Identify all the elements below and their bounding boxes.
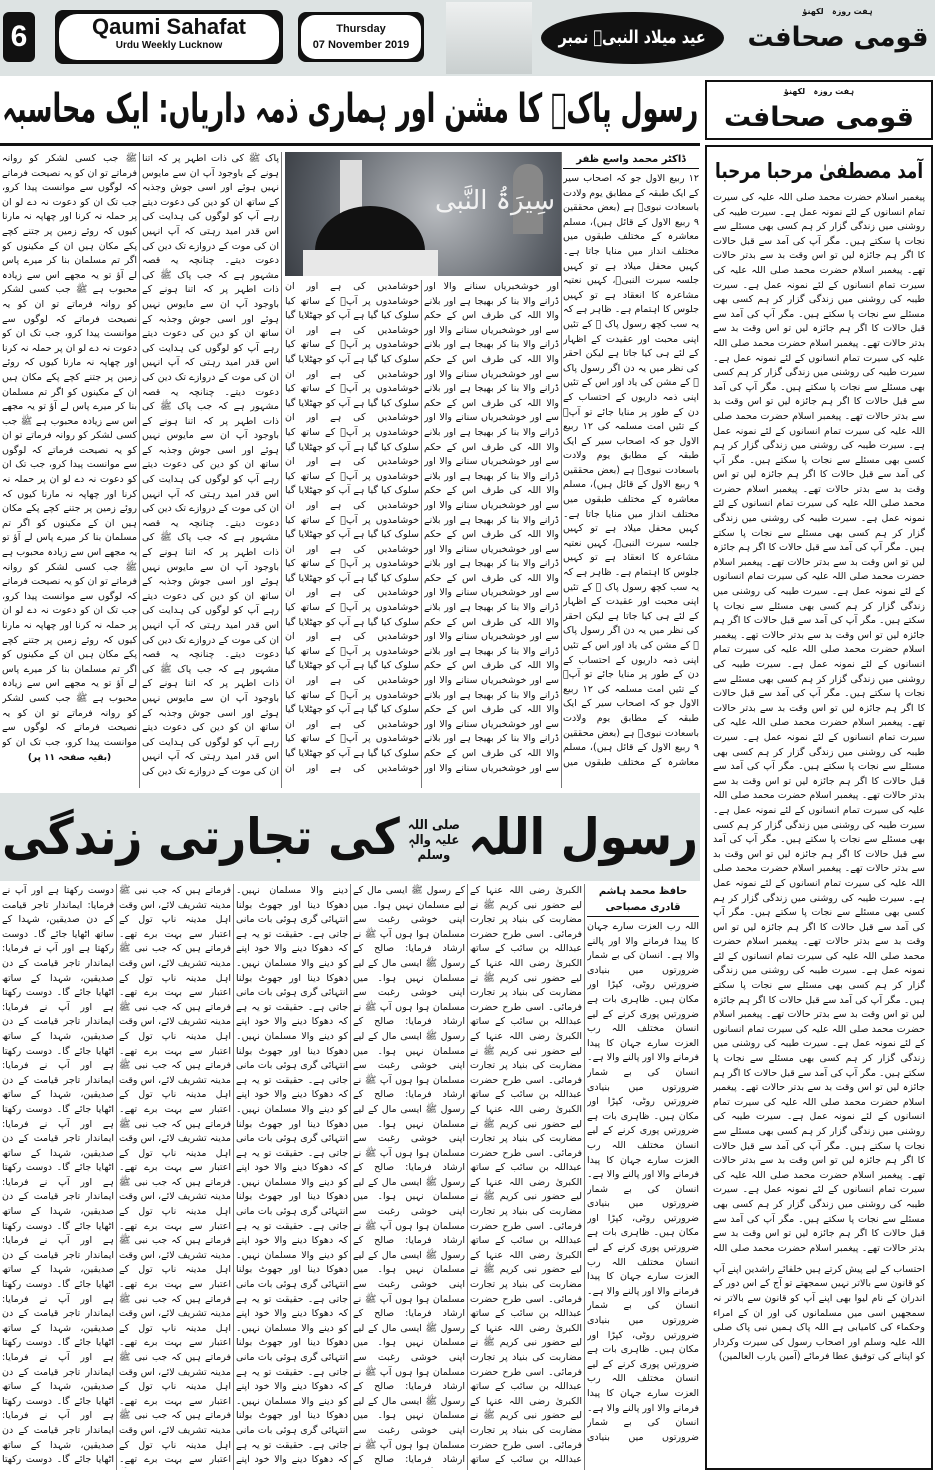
lead-byline: ڈاکٹر محمد واسع ظفر bbox=[563, 152, 699, 169]
english-subtitle: Urdu Weekly Lucknow bbox=[115, 40, 223, 51]
english-masthead bbox=[55, 10, 283, 64]
masthead-city: لکھنؤ bbox=[783, 87, 806, 96]
sidebar-ending: احتساب کے لیے پیش کرتے ہیں خلفائے راشدین اپنے آپ کو قانون سے بالاتر نہیں سمجھتے تو آج کے اس دور کے اندران کے نام لیوا بھی اپنے آپ کو قانون سے بالاتر نہ سمجھیں اسی میں مسلمانوں کی اور ان کے امراء وحکماء کی کامیابی ہے اللہ پاک ہمیں نبی پاک صلی اللہ علیہ وسلم اور اصحاب رسول کی سیرت وکردار کو اپنانے کی توفیق عطا فرمائے (آمین یارب العالمین) bbox=[713, 1263, 925, 1363]
lead-headline-box bbox=[0, 76, 700, 146]
sidebar-article bbox=[705, 145, 933, 1470]
urdu-masthead bbox=[745, 6, 930, 72]
lead-text: ۱۲ ربیع الاول جو کہ اصحاب سیر کے ایک طبقہ کے مطابق یوم ولادت باسعادت نبویؐ ہے (بعض محققین ۹ ربیع الاول کے قائل ہیں)، مسلم معاشرہ کے مختلف طبقوں میں مختلف انداز میں منایا جاتا ہے۔ کہیں محفل میلاد ہے تو کہیں جلسہ سیرت النبیؐ، کہیں نعتیہ مشاعرہ کا انعقاد ہے تو کہیں جلوس کا اہتمام ہے۔ ظاہر ہے کہ یہ سب کچھ رسول پاک ﷺ کے تئیں اپنی محبت اور عقیدت کے اظہار کے لئے ہی کیا جاتا ہے لیکن احقر کی نظر میں یہ دن اگر رسول پاک ﷺ کے مشن کی یاد اور اس کے تئیں اپنی ذمہ داریوں کے احتساب کے دن کے طور پر منایا جائے تو آپؐ کے تئیں امت مسلمہ کی ۱۲ ربیع الاول جو کہ اصحاب سیر کے ایک طبقہ کے مطابق یوم ولادت باسعادت نبویؐ ہے (بعض محققین ۹ ربیع الاول کے قائل ہیں)، مسلم معاشرہ کے مختلف طبقوں میں مختلف انداز میں منایا جاتا ہے۔ کہیں محفل میلاد ہے تو کہیں جلسہ سیرت النبیؐ، کہیں نعتیہ مشاعرہ کا انعقاد ہے تو کہیں جلوس کا اہتمام ہے۔ ظاہر ہے کہ یہ سب کچھ رسول پاک ﷺ کے تئیں اپنی محبت اور عقیدت کے اظہار کے لئے ہی کیا جاتا ہے لیکن احقر کی نظر میں یہ دن اگر رسول پاک ﷺ کے مشن کی یاد اور اس کے تئیں اپنی ذمہ داریوں کے احتساب کے دن کے طور پر منایا جائے تو آپؐ کے تئیں امت مسلمہ کی ۱۲ ربیع الاول جو کہ اصحاب سیر کے ایک طبقہ کے مطابق یوم ولادت باسعادت نبویؐ ہے (بعض محققین ۹ ربیع الاول کے قائل ہیں)، مسلم معاشرہ کے مختلف طبقوں میں bbox=[563, 173, 699, 768]
special-issue-badge bbox=[541, 12, 724, 64]
english-title: Qaumi Sahafat bbox=[91, 14, 247, 39]
salla-mark: صلی اللہ علیہ والہٖ وسلم bbox=[407, 818, 460, 863]
second-col-5: فرماتے ہیں کہ جب نبی ﷺ مدینہ تشریف لائے، اس وقت اہل مدینہ ناپ تول کے اعتبار سے بہت برے تھے۔ فرماتے ہیں کہ جب نبی ﷺ مدینہ تشریف لائے، اس وقت اہل مدینہ ناپ تول کے اعتبار سے بہت برے تھے۔ فرماتے ہیں کہ جب نبی ﷺ مدینہ تشریف لائے، اس وقت اہل مدینہ ناپ تول کے اعتبار سے بہت برے تھے۔ فرماتے ہیں کہ جب نبی ﷺ مدینہ تشریف لائے، اس وقت اہل مدینہ ناپ تول کے اعتبار سے بہت برے تھے۔ فرماتے ہیں کہ جب نبی ﷺ مدینہ تشریف لائے، اس وقت اہل مدینہ ناپ تول کے اعتبار سے بہت برے تھے۔ فرماتے ہیں کہ جب نبی ﷺ مدینہ تشریف لائے، اس وقت اہل مدینہ ناپ تول کے اعتبار سے بہت برے تھے۔ فرماتے ہیں کہ جب نبی ﷺ مدینہ تشریف لائے، اس وقت اہل مدینہ ناپ تول کے اعتبار سے بہت برے تھے۔ فرماتے ہیں کہ جب نبی ﷺ مدینہ تشریف لائے، اس وقت اہل مدینہ ناپ تول کے اعتبار سے بہت برے تھے۔ فرماتے ہیں کہ جب نبی ﷺ مدینہ تشریف لائے، اس وقت اہل مدینہ ناپ تول کے اعتبار سے بہت برے تھے۔ فرماتے ہیں کہ جب نبی ﷺ مدینہ تشریف لائے، اس وقت اہل مدینہ ناپ تول کے اعتبار سے بہت برے تھے۔ bbox=[119, 885, 231, 1466]
sirat-un-nabi-image bbox=[285, 152, 561, 276]
lead-col-1 bbox=[2, 152, 137, 792]
date: 07 November 2019 bbox=[312, 39, 410, 51]
lead-headline: رسول پاکؐ کا مشن اور ہماری ذمہ داریاں: ایک محاسبہ bbox=[1, 86, 699, 132]
sidebar-title: آمد مصطفیٰ مرحبا مرحبا bbox=[714, 159, 924, 183]
sidebar-masthead bbox=[705, 80, 933, 140]
masthead-weekly: ہفت روزہ bbox=[832, 7, 873, 16]
second-headline bbox=[0, 793, 700, 881]
special-issue-text: عید میلاد النبیؐ نمبر bbox=[558, 27, 707, 48]
second-byline: حافظ محمد ہاشم قادری مصباحی bbox=[587, 884, 699, 917]
second-col-1 bbox=[587, 884, 699, 1470]
masthead-title: قومی صحافت bbox=[724, 102, 914, 133]
page-header bbox=[0, 0, 935, 76]
page-number: 6 bbox=[3, 12, 35, 62]
lead-col-3: اور خوشخبریاں سنانے والا اور ڈرانے والا بنا کر بھیجا ہے اور بلانے والا اللہ کی طرف اس کے حکم سے اور خوشخبریاں سنانے والا اور ڈرانے والا بنا کر بھیجا ہے اور بلانے والا اللہ کی طرف اس کے حکم سے اور خوشخبریاں سنانے والا اور ڈرانے والا بنا کر بھیجا ہے اور بلانے والا اللہ کی طرف اس کے حکم سے اور خوشخبریاں سنانے والا اور ڈرانے والا بنا کر بھیجا ہے اور بلانے والا اللہ کی طرف اس کے حکم سے اور خوشخبریاں سنانے والا اور ڈرانے والا بنا کر بھیجا ہے اور بلانے والا اللہ کی طرف اس کے حکم سے اور خوشخبریاں سنانے والا اور ڈرانے والا بنا کر بھیجا ہے اور بلانے والا اللہ کی طرف اس کے حکم سے اور خوشخبریاں سنانے والا اور ڈرانے والا بنا کر بھیجا ہے اور بلانے والا اللہ کی طرف اس کے حکم سے اور خوشخبریاں سنانے والا اور ڈرانے والا بنا کر بھیجا ہے اور بلانے والا اللہ کی طرف اس کے حکم سے اور خوشخبریاں سنانے والا اور ڈرانے والا بنا کر بھیجا ہے اور بلانے والا اللہ کی طرف اس کے حکم سے اور خوشخبریاں سنانے والا اور ڈرانے والا بنا کر بھیجا ہے اور بلانے والا اللہ کی طرف اس کے حکم سے اور خوشخبریاں سنانے والا اور ڈرانے والا بنا کر بھیجا ہے اور بلانے والا اللہ کی طرف اس کے حکم سے اور خوشخبریاں سنانے والا اور bbox=[424, 281, 559, 774]
masthead-weekly: ہفت روزہ bbox=[813, 87, 855, 96]
masthead-city: لکھنؤ bbox=[802, 7, 824, 16]
continued-note: (بقیہ صفحہ ۱۱ پر) bbox=[27, 752, 112, 763]
second-col-2: الکبریٰ رضی اللہ عنہا کے لیے حضور نبی کریم ﷺ نے مضاربت کی بنیاد پر تجارت فرمائی۔ اسی طرح حضرت عبداللہ بن سائب کے ساتھ الکبریٰ رضی اللہ عنہا کے لیے حضور نبی کریم ﷺ نے مضاربت کی بنیاد پر تجارت فرمائی۔ اسی طرح حضرت عبداللہ بن سائب کے ساتھ الکبریٰ رضی اللہ عنہا کے لیے حضور نبی کریم ﷺ نے مضاربت کی بنیاد پر تجارت فرمائی۔ اسی طرح حضرت عبداللہ بن سائب کے ساتھ الکبریٰ رضی اللہ عنہا کے لیے حضور نبی کریم ﷺ نے مضاربت کی بنیاد پر تجارت فرمائی۔ اسی طرح حضرت عبداللہ بن سائب کے ساتھ الکبریٰ رضی اللہ عنہا کے لیے حضور نبی کریم ﷺ نے مضاربت کی بنیاد پر تجارت فرمائی۔ اسی طرح حضرت عبداللہ بن سائب کے ساتھ الکبریٰ رضی اللہ عنہا کے لیے حضور نبی کریم ﷺ نے مضاربت کی بنیاد پر تجارت فرمائی۔ اسی طرح حضرت عبداللہ بن سائب کے ساتھ الکبریٰ رضی اللہ عنہا کے لیے حضور نبی کریم ﷺ نے مضاربت کی بنیاد پر تجارت فرمائی۔ اسی طرح حضرت عبداللہ بن سائب کے ساتھ الکبریٰ رضی اللہ عنہا کے لیے حضور نبی کریم ﷺ نے مضاربت کی بنیاد پر تجارت فرمائی۔ اسی طرح حضرت عبداللہ بن سائب کے ساتھ bbox=[470, 885, 582, 1466]
second-col-3: کے رسول ﷺ ایسی مال کے لیے مسلمان نہیں ہوا۔ میں اپنی خوشی رغبت سے مسلمان ہوا ہوں آپ ﷺ نے ارشاد فرمایا: صالح کے رسول ﷺ ایسی مال کے لیے مسلمان نہیں ہوا۔ میں اپنی خوشی رغبت سے مسلمان ہوا ہوں آپ ﷺ نے ارشاد فرمایا: صالح کے رسول ﷺ ایسی مال کے لیے مسلمان نہیں ہوا۔ میں اپنی خوشی رغبت سے مسلمان ہوا ہوں آپ ﷺ نے ارشاد فرمایا: صالح کے رسول ﷺ ایسی مال کے لیے مسلمان نہیں ہوا۔ میں اپنی خوشی رغبت سے مسلمان ہوا ہوں آپ ﷺ نے ارشاد فرمایا: صالح کے رسول ﷺ ایسی مال کے لیے مسلمان نہیں ہوا۔ میں اپنی خوشی رغبت سے مسلمان ہوا ہوں آپ ﷺ نے ارشاد فرمایا: صالح کے رسول ﷺ ایسی مال کے لیے مسلمان نہیں ہوا۔ میں اپنی خوشی رغبت سے مسلمان ہوا ہوں آپ ﷺ نے ارشاد فرمایا: صالح کے رسول ﷺ ایسی مال کے لیے مسلمان نہیں ہوا۔ میں اپنی خوشی رغبت سے مسلمان ہوا ہوں آپ ﷺ نے ارشاد فرمایا: صالح کے رسول ﷺ ایسی مال کے لیے مسلمان نہیں ہوا۔ میں اپنی خوشی رغبت سے مسلمان ہوا ہوں آپ ﷺ نے ارشاد فرمایا: صالح کے bbox=[353, 885, 465, 1466]
lead-col-author bbox=[563, 152, 699, 788]
lead-col-4: خوشامدیں کی ہے اور ان خوشامدوں پر آپؐ کے ساتھ کیا سلوک کیا گیا ہے آپ کو جھٹلایا گیا خوشامدیں کی ہے اور ان خوشامدوں پر آپؐ کے ساتھ کیا سلوک کیا گیا ہے آپ کو جھٹلایا گیا خوشامدیں کی ہے اور ان خوشامدوں پر آپؐ کے ساتھ کیا سلوک کیا گیا ہے آپ کو جھٹلایا گیا خوشامدیں کی ہے اور ان خوشامدوں پر آپؐ کے ساتھ کیا سلوک کیا گیا ہے آپ کو جھٹلایا گیا خوشامدیں کی ہے اور ان خوشامدوں پر آپؐ کے ساتھ کیا سلوک کیا گیا ہے آپ کو جھٹلایا گیا خوشامدیں کی ہے اور ان خوشامدوں پر آپؐ کے ساتھ کیا سلوک کیا گیا ہے آپ کو جھٹلایا گیا خوشامدیں کی ہے اور ان خوشامدوں پر آپؐ کے ساتھ کیا سلوک کیا گیا ہے آپ کو جھٹلایا گیا خوشامدیں کی ہے اور ان خوشامدوں پر آپؐ کے ساتھ کیا سلوک کیا گیا ہے آپ کو جھٹلایا گیا خوشامدیں کی ہے اور ان خوشامدوں پر آپؐ کے ساتھ کیا سلوک کیا گیا ہے آپ کو جھٹلایا گیا خوشامدیں کی ہے اور ان خوشامدوں پر آپؐ کے ساتھ کیا سلوک کیا گیا ہے آپ کو جھٹلایا گیا خوشامدیں کی ہے اور ان خوشامدوں پر آپؐ کے ساتھ کیا سلوک کیا گیا ہے آپ کو جھٹلایا گیا خوشامدیں کی ہے اور ان bbox=[285, 281, 419, 774]
day: Thursday bbox=[336, 23, 386, 35]
sidebar-body: پیغمبر اسلام حضرت محمد صلی اللہ علیہ کی سیرت تمام انسانوں کے لئے نمونہ عمل ہے۔ سیرت طیبہ کی روشنی میں زندگی گزار کر ہم کسی بھی مسئلے سے نجات پا سکتے ہیں۔ مگر آپ کی آمد سے قبل حالات کا اگر ہم جائزہ لیں تو اس وقت بد سے بدتر حالات تھے۔ پیغمبر اسلام حضرت محمد صلی اللہ علیہ کی سیرت تمام انسانوں کے لئے نمونہ عمل ہے۔ سیرت طیبہ کی روشنی میں زندگی گزار کر ہم کسی بھی مسئلے سے نجات پا سکتے ہیں۔ مگر آپ کی آمد سے قبل حالات کا اگر ہم جائزہ لیں تو اس وقت بد سے بدتر حالات تھے۔ پیغمبر اسلام حضرت محمد صلی اللہ علیہ کی سیرت تمام انسانوں کے لئے نمونہ عمل ہے۔ سیرت طیبہ کی روشنی میں زندگی گزار کر ہم کسی بھی مسئلے سے نجات پا سکتے ہیں۔ مگر آپ کی آمد سے قبل حالات کا اگر ہم جائزہ لیں تو اس وقت بد سے بدتر حالات تھے۔ پیغمبر اسلام حضرت محمد صلی اللہ علیہ کی سیرت تمام انسانوں کے لئے نمونہ عمل ہے۔ سیرت طیبہ کی روشنی میں زندگی گزار کر ہم کسی بھی مسئلے سے نجات پا سکتے ہیں۔ مگر آپ کی آمد سے قبل حالات کا اگر ہم جائزہ لیں تو اس وقت بد سے بدتر حالات تھے۔ پیغمبر اسلام حضرت محمد صلی اللہ علیہ کی سیرت تمام انسانوں کے لئے نمونہ عمل ہے۔ سیرت طیبہ کی روشنی میں زندگی گزار کر ہم کسی بھی مسئلے سے نجات پا سکتے ہیں۔ مگر آپ کی آمد سے قبل حالات کا اگر ہم جائزہ لیں تو اس وقت بد سے بدتر حالات تھے۔ پیغمبر اسلام حضرت محمد صلی اللہ علیہ کی سیرت تمام انسانوں کے لئے نمونہ عمل ہے۔ سیرت طیبہ کی روشنی میں زندگی گزار کر ہم کسی بھی مسئلے سے نجات پا سکتے ہیں۔ مگر آپ کی آمد سے قبل حالات کا اگر ہم جائزہ لیں تو اس وقت بد سے بدتر حالات تھے۔ پیغمبر اسلام حضرت محمد صلی اللہ علیہ کی سیرت تمام انسانوں کے لئے نمونہ عمل ہے۔ سیرت طیبہ کی روشنی میں زندگی گزار کر ہم کسی بھی مسئلے سے نجات پا سکتے ہیں۔ مگر آپ کی آمد سے قبل حالات کا اگر ہم جائزہ لیں تو اس وقت بد سے بدتر حالات تھے۔ پیغمبر اسلام حضرت محمد صلی اللہ علیہ کی سیرت تمام انسانوں کے لئے نمونہ عمل ہے۔ سیرت طیبہ کی روشنی میں زندگی گزار کر ہم کسی بھی مسئلے سے نجات پا سکتے ہیں۔ مگر آپ کی آمد سے قبل حالات کا اگر ہم جائزہ لیں تو اس وقت بد سے بدتر حالات تھے۔ پیغمبر اسلام حضرت محمد صلی اللہ علیہ کی سیرت تمام انسانوں کے لئے نمونہ عمل ہے۔ سیرت طیبہ کی روشنی میں زندگی گزار کر ہم کسی بھی مسئلے سے نجات پا سکتے ہیں۔ مگر آپ کی آمد سے قبل حالات کا اگر ہم جائزہ لیں تو اس وقت بد سے بدتر حالات تھے۔ پیغمبر اسلام حضرت محمد صلی اللہ علیہ کی سیرت تمام انسانوں کے لئے نمونہ عمل ہے۔ سیرت طیبہ کی روشنی میں زندگی گزار کر ہم کسی بھی مسئلے سے نجات پا سکتے ہیں۔ مگر آپ کی آمد سے قبل حالات کا اگر ہم جائزہ لیں تو اس وقت بد سے بدتر حالات تھے۔ پیغمبر اسلام حضرت محمد صلی اللہ علیہ کی سیرت تمام انسانوں کے لئے نمونہ عمل ہے۔ سیرت طیبہ کی روشنی میں زندگی گزار کر ہم کسی بھی مسئلے سے نجات پا سکتے ہیں۔ مگر آپ کی آمد سے قبل حالات کا اگر ہم جائزہ لیں تو اس وقت بد سے بدتر حالات تھے۔ پیغمبر اسلام حضرت محمد صلی اللہ علیہ کی سیرت تمام انسانوں کے لئے نمونہ عمل ہے۔ سیرت طیبہ کی روشنی میں زندگی گزار کر ہم کسی بھی مسئلے سے نجات پا سکتے ہیں۔ مگر آپ کی آمد سے قبل حالات کا اگر ہم جائزہ لیں تو اس وقت بد سے بدتر حالات تھے۔ پیغمبر اسلام حضرت محمد صلی اللہ علیہ کی سیرت تمام انسانوں کے لئے نمونہ عمل ہے۔ سیرت طیبہ کی روشنی میں زندگی گزار کر ہم کسی بھی مسئلے سے نجات پا سکتے ہیں۔ مگر آپ کی آمد سے قبل حالات کا اگر ہم جائزہ لیں تو اس وقت بد سے بدتر حالات تھے۔ پیغمبر اسلام حضرت محمد صلی اللہ علیہ کی سیرت تمام انسانوں کے لئے نمونہ عمل ہے۔ سیرت طیبہ کی روشنی میں زندگی گزار کر ہم کسی بھی مسئلے سے نجات پا سکتے ہیں۔ مگر آپ کی آمد سے قبل حالات کا اگر ہم جائزہ لیں تو اس وقت بد سے بدتر حالات تھے۔ پیغمبر اسلام حضرت محمد صلی اللہ bbox=[713, 192, 925, 1254]
mosque-image bbox=[446, 2, 532, 74]
second-col-6: دوست رکھتا ہے اور آپ نے فرمایا: ایماندار تاجر قیامت کے دن صدیقین، شہدا کے ساتھ اٹھایا جائے گا۔ دوست رکھتا ہے اور آپ نے فرمایا: ایماندار تاجر قیامت کے دن صدیقین، شہدا کے ساتھ اٹھایا جائے گا۔ دوست رکھتا ہے اور آپ نے فرمایا: ایماندار تاجر قیامت کے دن صدیقین، شہدا کے ساتھ اٹھایا جائے گا۔ دوست رکھتا ہے اور آپ نے فرمایا: ایماندار تاجر قیامت کے دن صدیقین، شہدا کے ساتھ اٹھایا جائے گا۔ دوست رکھتا ہے اور آپ نے فرمایا: ایماندار تاجر قیامت کے دن صدیقین، شہدا کے ساتھ اٹھایا جائے گا۔ دوست رکھتا ہے اور آپ نے فرمایا: ایماندار تاجر قیامت کے دن صدیقین، شہدا کے ساتھ اٹھایا جائے گا۔ دوست رکھتا ہے اور آپ نے فرمایا: ایماندار تاجر قیامت کے دن صدیقین، شہدا کے ساتھ اٹھایا جائے گا۔ دوست رکھتا ہے اور آپ نے فرمایا: ایماندار تاجر قیامت کے دن صدیقین، شہدا کے ساتھ اٹھایا جائے گا۔ دوست رکھتا ہے اور آپ نے فرمایا: ایماندار تاجر قیامت کے دن صدیقین، شہدا کے ساتھ اٹھایا جائے گا۔ دوست رکھتا ہے اور آپ نے فرمایا: ایماندار تاجر قیامت کے دن صدیقین، شہدا کے ساتھ اٹھایا جائے گا۔ دوست رکھتا bbox=[2, 885, 114, 1466]
second-col-4: دینے والا مسلمان نہیں۔ دھوکا دینا اور جھوٹ بولنا انتہائی گری ہوئی بات مانی جاتی ہے۔ حقیقت تو یہ ہے کہ دھوکا دینے والا خود اپنے کو دینے والا مسلمان نہیں۔ دھوکا دینا اور جھوٹ بولنا انتہائی گری ہوئی بات مانی جاتی ہے۔ حقیقت تو یہ ہے کہ دھوکا دینے والا خود اپنے کو دینے والا مسلمان نہیں۔ دھوکا دینا اور جھوٹ بولنا انتہائی گری ہوئی بات مانی جاتی ہے۔ حقیقت تو یہ ہے کہ دھوکا دینے والا خود اپنے کو دینے والا مسلمان نہیں۔ دھوکا دینا اور جھوٹ بولنا انتہائی گری ہوئی بات مانی جاتی ہے۔ حقیقت تو یہ ہے کہ دھوکا دینے والا خود اپنے کو دینے والا مسلمان نہیں۔ دھوکا دینا اور جھوٹ بولنا انتہائی گری ہوئی بات مانی جاتی ہے۔ حقیقت تو یہ ہے کہ دھوکا دینے والا خود اپنے کو دینے والا مسلمان نہیں۔ دھوکا دینا اور جھوٹ بولنا انتہائی گری ہوئی بات مانی جاتی ہے۔ حقیقت تو یہ ہے کہ دھوکا دینے والا خود اپنے کو دینے والا مسلمان نہیں۔ دھوکا دینا اور جھوٹ بولنا انتہائی گری ہوئی بات مانی جاتی ہے۔ حقیقت تو یہ ہے کہ دھوکا دینے والا خود اپنے کو دینے والا مسلمان نہیں۔ دھوکا دینا اور جھوٹ بولنا انتہائی گری ہوئی بات مانی جاتی ہے۔ حقیقت تو یہ ہے کہ دھوکا دینے والا خود اپنے bbox=[236, 885, 348, 1466]
lead-col-2: پاک ﷺ کی ذات اطہر پر کہ اتنا ہونے کے باوجود آپ ان سے مایوس نہیں ہوئے اور اسی جوش وجذبہ کے ساتھ ان کو دین کی دعوت دیتے رہے آپ کو لوگوں کی ہدایت کی اس قدر امید رہتی کہ آپ انہیں ان کی موت کے دروازے تک دین کی دعوت دیتے۔ چنانچہ یہ قصہ مشہور ہے کہ جب پاک ﷺ کی ذات اطہر پر کہ اتنا ہونے کے باوجود آپ ان سے مایوس نہیں ہوئے اور اسی جوش وجذبہ کے ساتھ ان کو دین کی دعوت دیتے رہے آپ کو لوگوں کی ہدایت کی اس قدر امید رہتی کہ آپ انہیں ان کی موت کے دروازے تک دین کی دعوت دیتے۔ چنانچہ یہ قصہ مشہور ہے کہ جب پاک ﷺ کی ذات اطہر پر کہ اتنا ہونے کے باوجود آپ ان سے مایوس نہیں ہوئے اور اسی جوش وجذبہ کے ساتھ ان کو دین کی دعوت دیتے رہے آپ کو لوگوں کی ہدایت کی اس قدر امید رہتی کہ آپ انہیں ان کی موت کے دروازے تک دین کی دعوت دیتے۔ چنانچہ یہ قصہ مشہور ہے کہ جب پاک ﷺ کی ذات اطہر پر کہ اتنا ہونے کے باوجود آپ ان سے مایوس نہیں ہوئے اور اسی جوش وجذبہ کے ساتھ ان کو دین کی دعوت دیتے رہے آپ کو لوگوں کی ہدایت کی اس قدر امید رہتی کہ آپ انہیں ان کی موت کے دروازے تک دین کی دعوت دیتے۔ چنانچہ یہ قصہ مشہور ہے کہ جب پاک ﷺ کی ذات اطہر پر کہ اتنا ہونے کے باوجود آپ ان سے مایوس نہیں ہوئے اور اسی جوش وجذبہ کے ساتھ ان کو دین کی دعوت دیتے رہے آپ کو لوگوں کی ہدایت کی اس قدر امید رہتی کہ آپ انہیں ان کی موت کے دروازے تک دین کی bbox=[142, 153, 279, 777]
headline-part-b: کی تجارتی زندگی bbox=[1, 808, 400, 866]
second-text: اللہ رب العزت سارے جہان کا پیدا فرمانے والا اور پالنے والا ہے۔ انسان کی بے شمار ضرورتوں میں بنیادی ضرورتیں روٹی، کپڑا اور مکان ہیں۔ ظاہری بات ہے ضرورتیں پوری کرنے کے لیے انسان مختلف اللہ رب العزت سارے جہان کا پیدا فرمانے والا اور پالنے والا ہے۔ انسان کی بے شمار ضرورتوں میں بنیادی ضرورتیں روٹی، کپڑا اور مکان ہیں۔ ظاہری بات ہے ضرورتیں پوری کرنے کے لیے انسان مختلف اللہ رب العزت سارے جہان کا پیدا فرمانے والا اور پالنے والا ہے۔ انسان کی بے شمار ضرورتوں میں بنیادی ضرورتیں روٹی، کپڑا اور مکان ہیں۔ ظاہری بات ہے ضرورتیں پوری کرنے کے لیے انسان مختلف اللہ رب العزت سارے جہان کا پیدا فرمانے والا اور پالنے والا ہے۔ انسان کی بے شمار ضرورتوں میں بنیادی ضرورتیں روٹی، کپڑا اور مکان ہیں۔ ظاہری بات ہے ضرورتیں پوری کرنے کے لیے انسان مختلف اللہ رب العزت سارے جہان کا پیدا فرمانے والا اور پالنے والا ہے۔ انسان کی بے شمار ضرورتوں میں بنیادی bbox=[587, 921, 699, 1443]
masthead-title: قومی صحافت bbox=[747, 22, 928, 53]
headline-part-a: رسول اللہ bbox=[468, 808, 699, 866]
date-box bbox=[298, 12, 424, 62]
lead-text: ﷺ جب کسی لشکر کو روانہ فرماتے تو ان کو یہ نصیحت فرماتے کہ لوگوں سے موانست پیدا کرو، جب تک ان کو دعوت نہ دے لو ان پر حملہ نہ کرنا اور چھاپہ نہ مارنا کیوں کہ روئے زمین پر جتنے کچے پکے مکان ہیں ان کے مکینوں کو اگر تم مسلمان بنا کر میرے پاس لے آؤ تو یہ مجھے اس سے زیادہ محبوب ہے ﷺ جب کسی لشکر کو روانہ فرماتے تو ان کو یہ نصیحت فرماتے کہ لوگوں سے موانست پیدا کرو، جب تک ان کو دعوت نہ دے لو ان پر حملہ نہ کرنا اور چھاپہ نہ مارنا کیوں کہ روئے زمین پر جتنے کچے پکے مکان ہیں ان کے مکینوں کو اگر تم مسلمان بنا کر میرے پاس لے آؤ تو یہ مجھے اس سے زیادہ محبوب ہے ﷺ جب کسی لشکر کو روانہ فرماتے تو ان کو یہ نصیحت فرماتے کہ لوگوں سے موانست پیدا کرو، جب تک ان کو دعوت نہ دے لو ان پر حملہ نہ کرنا اور چھاپہ نہ مارنا کیوں کہ روئے زمین پر جتنے کچے پکے مکان ہیں ان کے مکینوں کو اگر تم مسلمان بنا کر میرے پاس لے آؤ تو یہ مجھے اس سے زیادہ محبوب ہے ﷺ جب کسی لشکر کو روانہ فرماتے تو ان کو یہ نصیحت فرماتے کہ لوگوں سے موانست پیدا کرو، جب تک ان کو دعوت نہ دے لو ان پر حملہ نہ کرنا اور چھاپہ نہ مارنا کیوں کہ روئے زمین پر جتنے کچے پکے مکان ہیں ان کے مکینوں کو اگر تم مسلمان بنا کر میرے پاس لے آؤ تو یہ مجھے اس سے زیادہ محبوب ہے ﷺ جب کسی لشکر کو روانہ فرماتے تو ان کو یہ نصیحت فرماتے کہ لوگوں سے موانست پیدا کرو، جب تک ان کو bbox=[2, 153, 137, 748]
image-caption: سِیرَۃُ النَّبی bbox=[435, 186, 555, 216]
